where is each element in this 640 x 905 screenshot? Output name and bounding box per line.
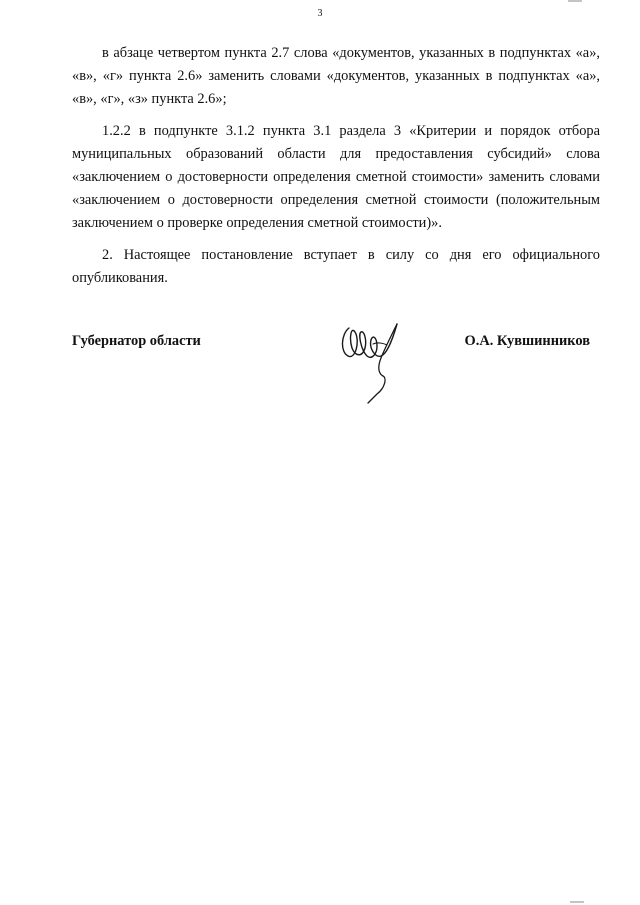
paragraph-entry-into-force: 2. Настоящее постановление вступает в силу со дня его официального опубликования. <box>72 247 600 286</box>
handwritten-signature <box>337 318 403 404</box>
scan-artifact-mark <box>568 0 582 2</box>
page-number: 3 <box>317 8 323 19</box>
scan-artifact-mark <box>570 901 584 903</box>
paragraph-amend-2-7: в абзаце четвертом пункта 2.7 слова «документов, указанных в подпунктах «а», «в», «г» пункта 2.6» заменить словами «документов, указанных в подпунктах «а», «в», «г», «з» пункта 2.6»; <box>72 45 600 107</box>
signature-block <box>72 333 590 355</box>
signatory-name: О.А. Кувшинников <box>464 333 590 349</box>
paragraph-amend-3-1-2: 1.2.2 в подпункте 3.1.2 пункта 3.1 раздела 3 «Критерии и порядок отбора муниципальных образований области для предоставления субсидий» слова «заключением о достоверности определения сметной стоимости» заменить словами «заключением о достоверности определения сметной стоимости (положительным заключением о проверке определения сметной стоимости)». <box>72 123 600 231</box>
signatory-title: Губернатор области <box>72 333 201 349</box>
document-body <box>72 42 600 290</box>
